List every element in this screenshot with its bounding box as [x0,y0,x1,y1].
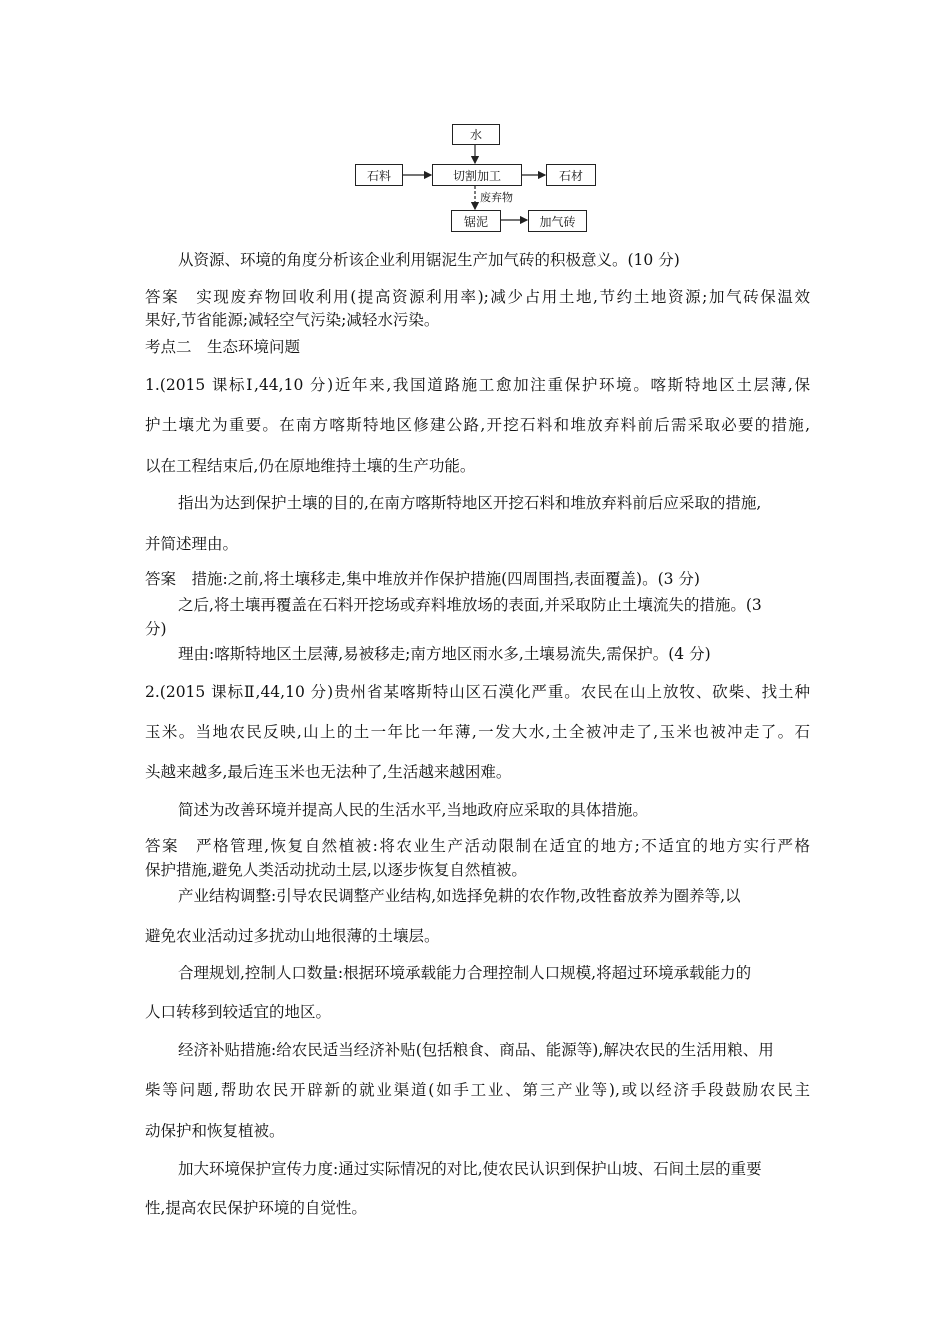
answer-text: 避免农业活动过多扰动山地很薄的土壤层。 [145,927,440,945]
material-box: 石材 [546,164,596,186]
answer-text: 性,提高农民保护环境的自觉性。 [145,1199,367,1217]
question-text: 头越来越多,最后连玉米也无法种了,生活越来越困难。 [145,763,512,781]
answer-text: 加大环境保护宣传力度:通过实际情况的对比,使农民认识到保护山坡、石间土层的重要 [178,1160,762,1178]
brick-box: 加气砖 [528,210,587,232]
answer-text: 答案 实现废弃物回收利用(提高资源利用率);减少占用土地,节约土地资源;加气砖保温效 [145,288,810,306]
question-text: 指出为达到保护土壤的目的,在南方喀斯特地区开挖石料和堆放弃料前后应采取的措施, [178,494,762,512]
question-text: 1.(2015 课标Ⅰ,44,10 分)近年来,我国道路施工愈加注重保护环境。喀斯特地区土层薄,保 [145,376,810,394]
answer-text: 之后,将土壤再覆盖在石料开挖场或弃料堆放场的表面,并采取防止土壤流失的措施。(3 [178,596,762,614]
stone-box: 石料 [355,164,403,186]
answer-text: 分) [145,620,167,638]
process-diagram [350,120,600,235]
question-text: 护土壤尤为重要。在南方喀斯特地区修建公路,开挖石料和堆放弃料前后需采取必要的措施, [145,416,810,434]
question-text: 玉米。当地农民反映,山上的土一年比一年薄,一发大水,土全被冲走了,玉米也被冲走了。石 [145,723,810,741]
question-text: 2.(2015 课标Ⅱ,44,10 分)贵州省某喀斯特山区石漠化严重。农民在山上放牧、砍柴、找土种 [145,683,810,701]
answer-text: 答案 严格管理,恢复自然植被:将农业生产活动限制在适宜的地方;不适宜的地方实行严格 [145,837,810,855]
answer-text: 人口转移到较适宜的地区。 [145,1003,332,1021]
section-heading: 考点二 生态环境问题 [145,338,301,356]
question-text: 并简述理由。 [145,535,239,553]
question-text: 从资源、环境的角度分析该企业利用锯泥生产加气砖的积极意义。(10 分) [178,251,680,269]
answer-text: 果好,节省能源;减轻空气污染;减轻水污染。 [145,311,440,329]
waste-label: 废弃物 [480,191,513,204]
answer-text: 理由:喀斯特地区土层薄,易被移走;南方地区雨水多,土壤易流失,需保护。(4 分) [178,645,711,663]
cutting-box: 切割加工 [432,164,522,186]
answer-text: 柴等问题,帮助农民开辟新的就业渠道(如手工业、第三产业等),或以经济手段鼓励农民主 [145,1081,810,1099]
answer-text: 答案 措施:之前,将土壤移走,集中堆放并作保护措施(四周围挡,表面覆盖)。(3 分) [145,570,700,588]
question-text: 简述为改善环境并提高人民的生活水平,当地政府应采取的具体措施。 [178,801,648,819]
answer-text: 合理规划,控制人口数量:根据环境承载能力合理控制人口规模,将超过环境承载能力的 [178,964,752,982]
question-text: 以在工程结束后,仍在原地维持土壤的生产功能。 [145,457,476,475]
answer-text: 经济补贴措施:给农民适当经济补贴(包括粮食、商品、能源等),解决农民的生活用粮、用 [178,1041,774,1059]
answer-text: 动保护和恢复植被。 [145,1122,285,1140]
answer-text: 产业结构调整:引导农民调整产业结构,如选择免耕的农作物,改牲畜放养为圈养等,以 [178,887,741,905]
water-box: 水 [452,124,500,145]
answer-text: 保护措施,避免人类活动扰动土层,以逐步恢复自然植被。 [145,861,527,879]
mud-box: 锯泥 [451,210,501,232]
